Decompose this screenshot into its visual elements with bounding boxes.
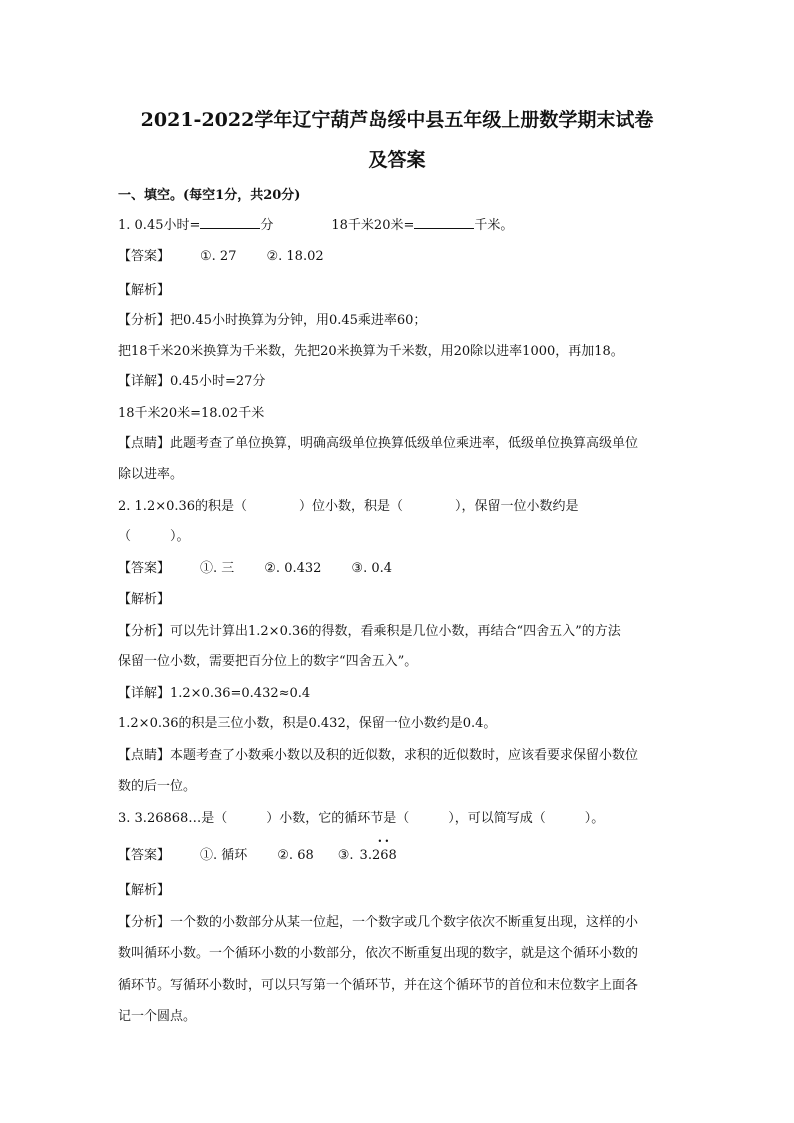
q1-fenxi-2: 把18千米20米换算为千米数，先把20米换算为千米数，用20除以进率1000，再加18。 <box>118 344 624 359</box>
q2-fenxi-1: 【分析】可以先计算出1.2×0.36的得数，看乘积是几位小数，再结合“四舍五入”的方法 <box>118 624 621 639</box>
q1-blank-1 <box>200 216 260 229</box>
q1-answer <box>118 247 324 267</box>
answer-label: 【答案】 <box>118 848 171 863</box>
q3-answer <box>118 837 397 866</box>
q3-answer-3: ③. <box>337 848 354 863</box>
q1-xiangjie-1: 【详解】0.45小时=27分 <box>118 374 266 389</box>
q3-fenxi-3: 循环节。写循环小数时，可以只写第一个循环节，并在这个循环节的首位和末位数字上面各 <box>118 978 639 993</box>
repeating-base: 3.2 <box>359 848 381 863</box>
q2-fenxi-2: 保留一位小数，需要把百分位上的数字“四舍五入”。 <box>118 654 418 669</box>
answer-label: 【答案】 <box>118 561 171 576</box>
q2-answer <box>118 559 392 579</box>
q1-answer-2: ②. 18.02 <box>266 249 324 264</box>
q1-analysis-label: 【解析】 <box>118 283 171 298</box>
question-1 <box>118 216 513 236</box>
repeating-digits: 68 <box>380 848 397 863</box>
q3-fenxi-2: 数叫循环小数。一个循环小数的小数部分，依次不断重复出现的数字，就是这个循环小数的 <box>118 946 639 961</box>
question-2-cont: （ ）。 <box>118 529 190 544</box>
q3-analysis-label: 【解析】 <box>118 883 171 898</box>
q1-blank-2 <box>414 216 474 229</box>
q2-analysis-label: 【解析】 <box>118 592 171 607</box>
q1-dianjing-2: 除以进率。 <box>118 467 184 482</box>
doc-title-line2: 及答案 <box>368 149 426 171</box>
q2-answer-3: ③. 0.4 <box>351 561 393 576</box>
answer-label: 【答案】 <box>118 249 171 264</box>
question-2: 2. 1.2×0.36的积是（ ）位小数，积是（ ），保留一位小数约是 <box>118 499 579 514</box>
repeating-decimal <box>359 837 397 866</box>
q2-dianjing-1: 【点睛】本题考查了小数乘小数以及积的近似数，求积的近似数时，应该看要求保留小数位 <box>118 748 639 763</box>
q1-mid2: 18千米20米= <box>331 218 415 233</box>
q3-fenxi-4: 记一个圆点。 <box>118 1009 197 1024</box>
q2-xiangjie-1: 【详解】1.2×0.36=0.432≈0.4 <box>118 686 311 701</box>
q1-dianjing-1: 【点睛】此题考查了单位换算，明确高级单位换算低级单位乘进率，低级单位换算高级单位 <box>118 436 639 451</box>
q3-answer-2: ②. 68 <box>277 848 314 863</box>
q1-mid1: 分 <box>260 218 274 233</box>
repeat-dot-icon: • <box>384 837 390 846</box>
q1-prefix: 1. 0.45小时= <box>118 218 201 233</box>
q1-xiangjie-2: 18千米20米=18.02千米 <box>118 406 265 421</box>
doc-title-line1: 2021-2022学年辽宁葫芦岛绥中县五年级上册数学期末试卷 <box>140 109 654 131</box>
question-3: 3. 3.26868…是（ ）小数，它的循环节是（ ），可以简写成（ ）。 <box>118 811 605 826</box>
q1-fenxi-1: 【分析】把0.45小时换算为分钟，用0.45乘进率60； <box>118 313 427 328</box>
q3-answer-1: ①. 循环 <box>200 848 248 863</box>
q2-dianjing-2: 数的后一位。 <box>118 779 197 794</box>
q2-answer-2: ②. 0.432 <box>264 561 322 576</box>
q2-answer-1: ①. 三 <box>200 561 235 576</box>
q1-suffix: 千米。 <box>474 218 514 233</box>
q1-answer-1: ①. 27 <box>200 249 237 264</box>
q2-xiangjie-2: 1.2×0.36的积是三位小数，积是0.432，保留一位小数约是0.4。 <box>118 716 497 731</box>
repeat-dot-icon: • <box>377 837 383 846</box>
q3-fenxi-1: 【分析】一个数的小数部分从某一位起，一个数字或几个数字依次不断重复出现，这样的小 <box>118 915 639 930</box>
section-heading: 一、填空。(每空1分，共20分) <box>118 188 301 203</box>
